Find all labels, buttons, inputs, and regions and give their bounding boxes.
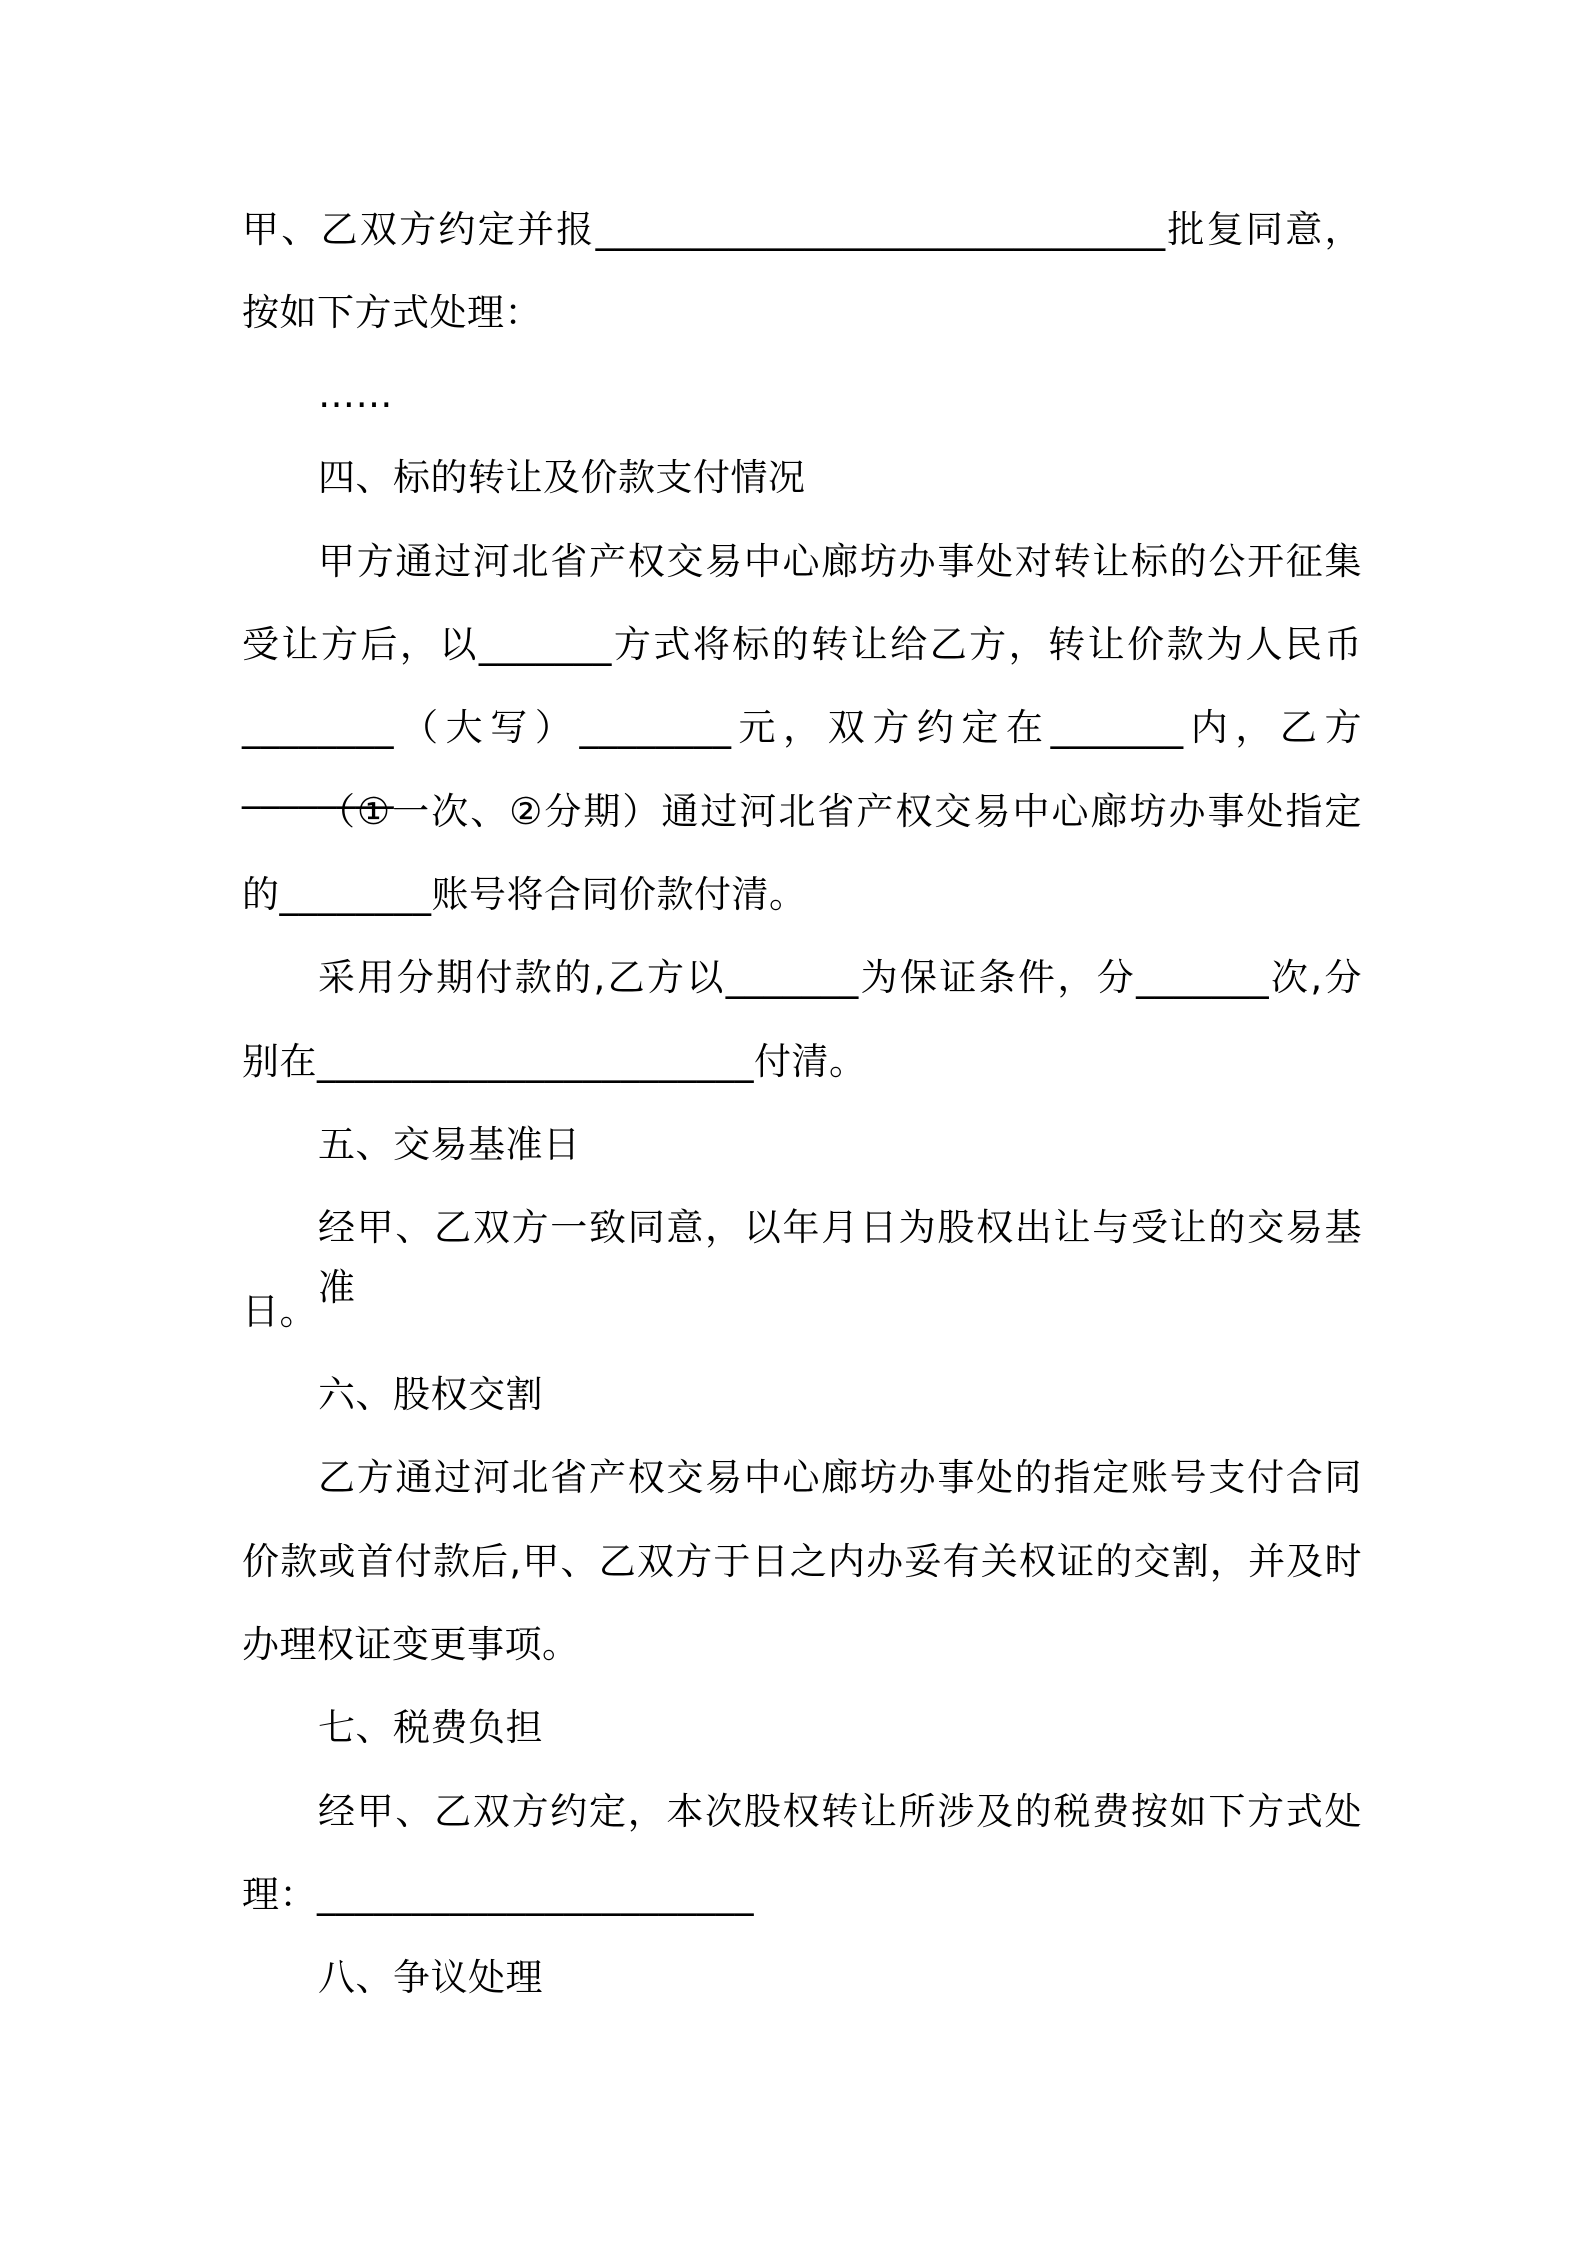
paragraph-line: 经甲、乙双方一致同意，以年月日为股权出让与受让的交易基准 bbox=[318, 1206, 1362, 1309]
ellipsis-line: …… bbox=[318, 373, 393, 416]
paragraph-line: 甲方通过河北省产权交易中心廊坊办事处对转让标的公开征集 bbox=[318, 540, 1362, 583]
paragraph-line: 日。 bbox=[242, 1290, 317, 1333]
paragraph-line: 办理权证变更事项。 bbox=[242, 1623, 580, 1666]
section-heading: 四、标的转让及价款支付情况 bbox=[318, 456, 806, 499]
paragraph-line: 乙方通过河北省产权交易中心廊坊办事处的指定账号支付合同 bbox=[318, 1456, 1362, 1499]
section-heading: 六、股权交割 bbox=[318, 1373, 543, 1416]
paragraph-line: 理：_______________________ bbox=[242, 1873, 754, 1916]
paragraph-line: 的________账号将合同价款付清。 bbox=[242, 873, 807, 916]
paragraph-line: 采用分期付款的,乙方以_______为保证条件，分_______次,分 bbox=[318, 956, 1362, 999]
paragraph-line: （①一次、②分期）通过河北省产权交易中心廊坊办事处指定 bbox=[318, 790, 1362, 833]
paragraph-line: 经甲、乙双方约定，本次股权转让所涉及的税费按如下方式处 bbox=[318, 1790, 1362, 1833]
paragraph-line: ________（大写）________元，双方约定在_______内，乙方________ bbox=[242, 706, 1362, 809]
paragraph-line: 别在_______________________付清。 bbox=[242, 1040, 867, 1083]
section-heading: 八、争议处理 bbox=[318, 1956, 543, 1999]
paragraph-line: 甲、乙双方约定并报______________________________批复同意， bbox=[242, 208, 1362, 251]
section-heading: 五、交易基准日 bbox=[318, 1123, 581, 1166]
paragraph-line: 价款或首付款后,甲、乙双方于日之内办妥有关权证的交割，并及时 bbox=[242, 1540, 1362, 1583]
section-heading: 七、税费负担 bbox=[318, 1706, 543, 1749]
paragraph-line: 按如下方式处理： bbox=[242, 291, 542, 334]
paragraph-line: 受让方后，以_______方式将标的转让给乙方，转让价款为人民币 bbox=[242, 623, 1362, 666]
